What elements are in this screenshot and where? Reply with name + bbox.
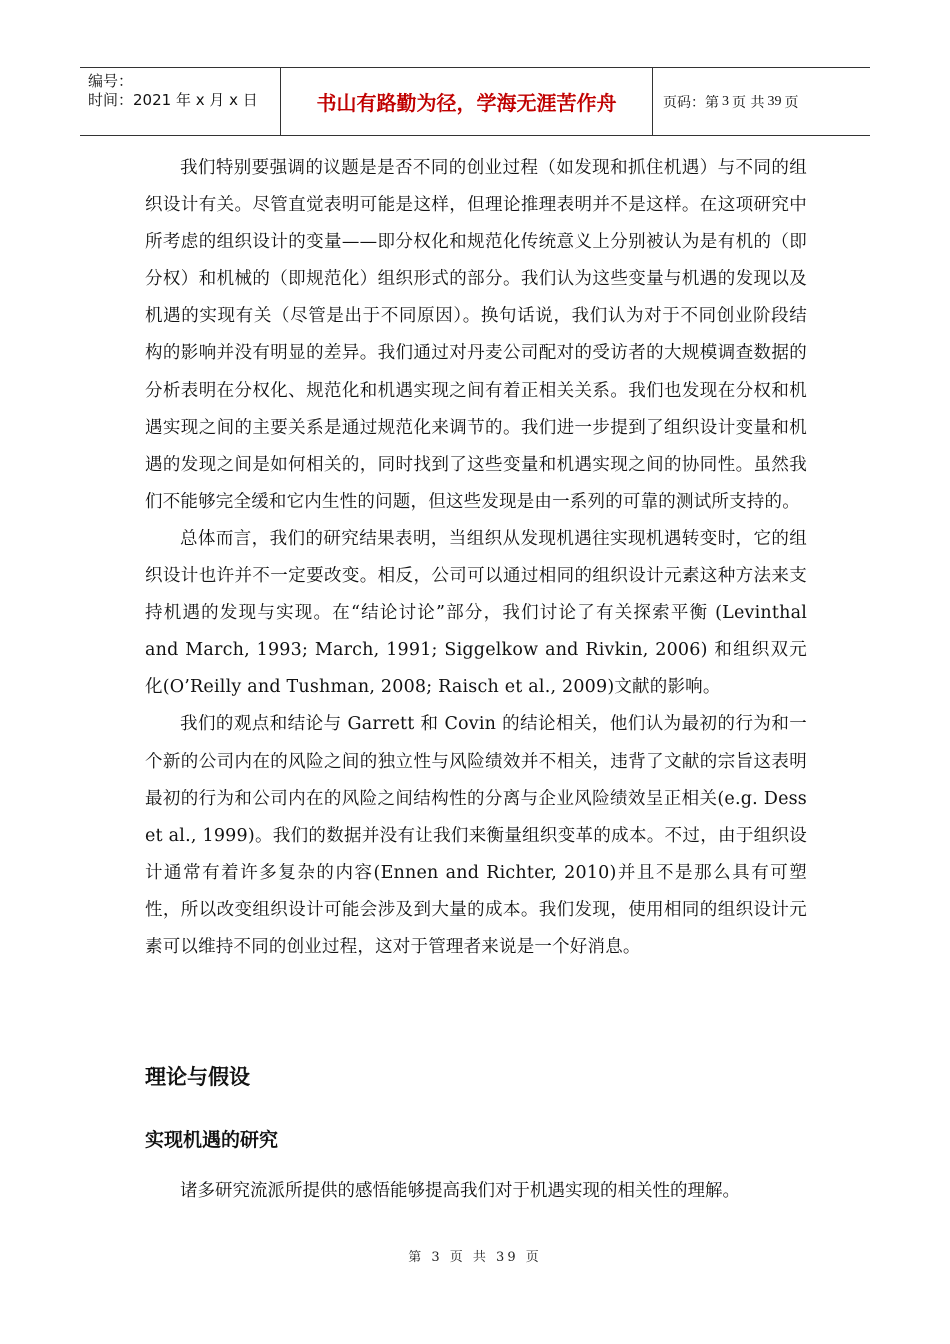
section-heading: 理论与假设: [145, 1065, 250, 1089]
page-current-number: 3: [722, 93, 729, 109]
document-date-label: 时间：2021 年 x 月 x 日: [88, 91, 258, 109]
header-page-info: [653, 68, 870, 135]
page-prefix: 页码：第: [663, 94, 719, 111]
header-meta-cell: [80, 68, 281, 135]
paragraph-1: 我们特别要强调的议题是是否不同的创业过程（如发现和抓住机遇）与不同的组织设计有关。尽管直觉表明可能是这样，但理论推理表明并不是这样。在这项研究中所考虑的组织设计的变量——即分权化和规范化传统意义上分别被认为是有机的（即分权）和机械的（即规范化）组织形式的部分。我们认为这些变量与机遇的发现以及机遇的实现有关（尽管是出于不同原因）。换句话说，我们认为对于不同创业阶段结构的影响并没有明显的差异。我们通过对丹麦公司配对的受访者的大规模调查数据的分析表明在分权化、规范化和机遇实现之间有着正相关关系。我们也发现在分权和机遇实现之间的主要关系是通过规范化来调节的。我们进一步提到了组织设计变量和机遇的发现之间是如何相关的，同时找到了这些变量和机遇实现之间的协同性。虽然我们不能够完全缓和它内生性的问题，但这些发现是由一系列的可靠的测试所支持的。: [145, 158, 807, 512]
page-footer: 第 3 页 共 39 页: [408, 1250, 542, 1265]
paragraph-2: 总体而言，我们的研究结果表明，当组织从发现机遇往实现机遇转变时，它的组织设计也许并不一定要改变。相反，公司可以通过相同的组织设计元素这种方法来支持机遇的发现与实现。在“结论讨论”部分，我们讨论了有关探索平衡 (Levinthal and March, 1993; March, 1991; Siggelkow and Rivkin, 2006) 和组织双元化(O’Reilly and Tushman, 2008; Raisch et al., 2009)文献的影响。: [145, 528, 807, 698]
paragraph-4: 诸多研究流派所提供的感悟能够提高我们对于机遇实现的相关性的理解。: [180, 1181, 740, 1201]
page-total-number: 39: [767, 93, 782, 109]
paragraph-3: 我们的观点和结论与 Garrett 和 Covin 的结论相关，他们认为最初的行为和一个新的公司内在的风险之间的独立性与风险绩效并不相关，违背了文献的宗旨这表明最初的行为和公司内在的风险之间结构性的分离与企业风险绩效呈正相关(e.g. Dess et al., 1999)。我们的数据并没有让我们来衡量组织变革的成本。不过，由于组织设计通常有着许多复杂的内容(Ennen and Richter, 2010)并且不是那么具有可塑性，所以改变组织设计可能会涉及到大量的成本。我们发现，使用相同的组织设计元素可以维持不同的创业过程，这对于管理者来说是一个好消息。: [145, 714, 807, 957]
page-suffix: 页: [784, 94, 799, 111]
document-number-label: 编号：: [88, 72, 134, 90]
page-header: [80, 67, 870, 136]
page-mid-text: 页 共: [732, 94, 765, 111]
header-motto: 书山有路勤为径，学海无涯苦作舟: [281, 68, 653, 135]
subsection-heading: 实现机遇的研究: [145, 1129, 279, 1151]
body-content: [145, 150, 807, 966]
